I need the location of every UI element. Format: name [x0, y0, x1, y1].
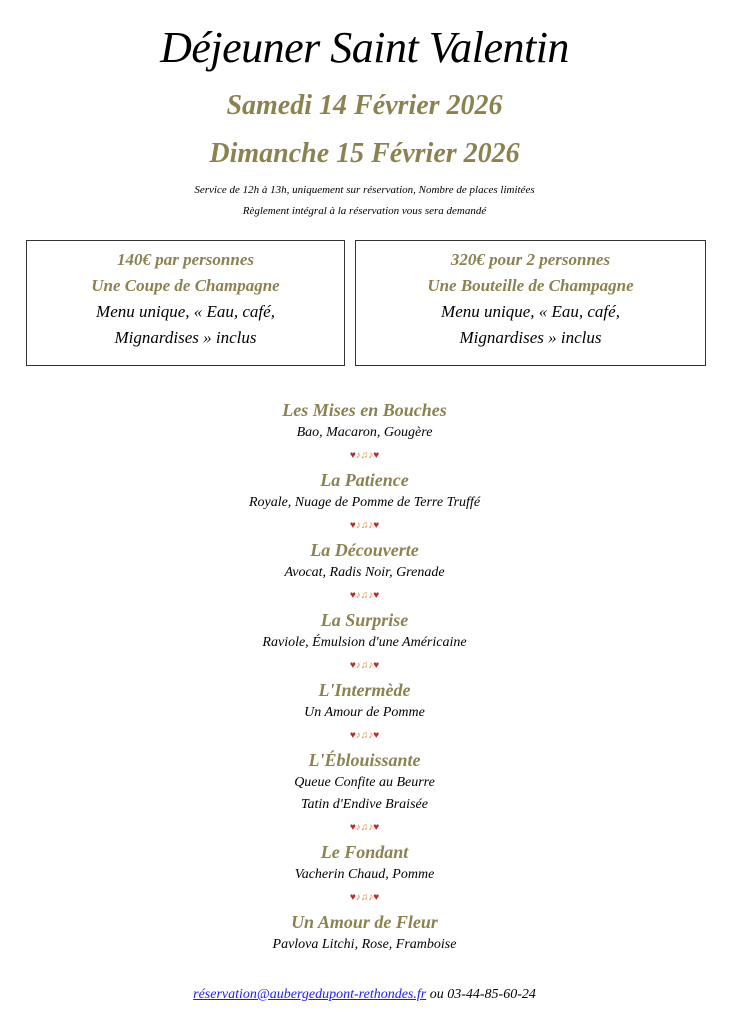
music-notes-icon: ♪♫♪ [355, 892, 374, 903]
course-dish: Avocat, Radis Noir, Grenade [284, 565, 445, 580]
offer-includes: Menu unique, « Eau, café, [441, 302, 620, 321]
music-notes-icon: ♪♫♪ [355, 660, 374, 671]
reservation-email-link[interactable]: réservation@aubergedupont-rethondes.fr [193, 987, 427, 1002]
heart-icon: ♥ [373, 520, 380, 531]
course-title: La Surprise [320, 610, 409, 630]
course-title: L'Éblouissante [308, 750, 421, 770]
separator-ornament [0, 724, 729, 748]
heart-icon: ♥ [373, 590, 380, 601]
separator-ornament [0, 654, 729, 678]
offer-box-single [26, 240, 345, 366]
music-notes-icon: ♪♫♪ [355, 730, 374, 741]
course-title: Les Mises en Bouches [282, 400, 447, 420]
heart-icon: ♥ [349, 520, 356, 531]
course-title: L'Intermède [318, 680, 411, 700]
course-dish: Queue Confite au Beurre [294, 775, 435, 790]
heart-icon: ♥ [373, 892, 380, 903]
offer-includes: Menu unique, « Eau, café, [96, 302, 275, 321]
heart-icon: ♥ [373, 822, 380, 833]
course-dish: Bao, Macaron, Gougère [296, 425, 433, 440]
menu [0, 398, 729, 956]
course-title: La Découverte [310, 540, 419, 560]
course-dish: Royale, Nuage de Pomme de Terre Truffé [248, 495, 481, 510]
offer-box-couple [355, 240, 706, 366]
offer-price: 320€ pour 2 personnes [450, 250, 611, 269]
course-dish: Vacherin Chaud, Pomme [294, 867, 435, 882]
course-dish: Pavlova Litchi, Rose, Framboise [272, 937, 457, 952]
offer-drink: Une Coupe de Champagne [91, 276, 280, 295]
heart-icon: ♥ [349, 822, 356, 833]
offer-price: 140€ par personnes [117, 250, 254, 269]
service-note: Service de 12h à 13h, uniquement sur réservation, Nombre de places limitées [194, 184, 535, 196]
separator-ornament [0, 584, 729, 608]
contact-line [0, 986, 729, 1004]
heart-icon: ♥ [349, 892, 356, 903]
contact-separator: ou [429, 987, 444, 1002]
course-title: Le Fondant [320, 842, 409, 862]
payment-note: Règlement intégral à la réservation vous sera demandé [242, 205, 487, 217]
music-notes-icon: ♪♫♪ [355, 822, 374, 833]
heart-icon: ♥ [349, 450, 356, 461]
page-title: Déjeuner Saint Valentin [160, 23, 569, 72]
date-saturday: Samedi 14 Février 2026 [226, 90, 503, 121]
offer-includes: Mignardises » inclus [459, 328, 602, 347]
course-dish: Un Amour de Pomme [304, 705, 425, 720]
phone-number: 03-44-85-60-24 [447, 987, 536, 1002]
heart-icon: ♥ [373, 660, 380, 671]
heart-icon: ♥ [349, 660, 356, 671]
separator-ornament [0, 886, 729, 910]
offer-includes: Mignardises » inclus [114, 328, 257, 347]
course-title: La Patience [320, 470, 409, 490]
heart-icon: ♥ [349, 590, 356, 601]
separator-ornament [0, 514, 729, 538]
separator-ornament [0, 816, 729, 840]
heart-icon: ♥ [373, 730, 380, 741]
music-notes-icon: ♪♫♪ [355, 450, 374, 461]
course-dish: Raviole, Émulsion d'une Américaine [262, 635, 467, 650]
heart-icon: ♥ [349, 730, 356, 741]
course-title: Un Amour de Fleur [291, 912, 438, 932]
offer-drink: Une Bouteille de Champagne [427, 276, 634, 295]
course-dish: Tatin d'Endive Braisée [301, 797, 428, 812]
music-notes-icon: ♪♫♪ [355, 520, 374, 531]
heart-icon: ♥ [373, 450, 380, 461]
separator-ornament [0, 444, 729, 468]
date-sunday: Dimanche 15 Février 2026 [209, 138, 520, 169]
music-notes-icon: ♪♫♪ [355, 590, 374, 601]
